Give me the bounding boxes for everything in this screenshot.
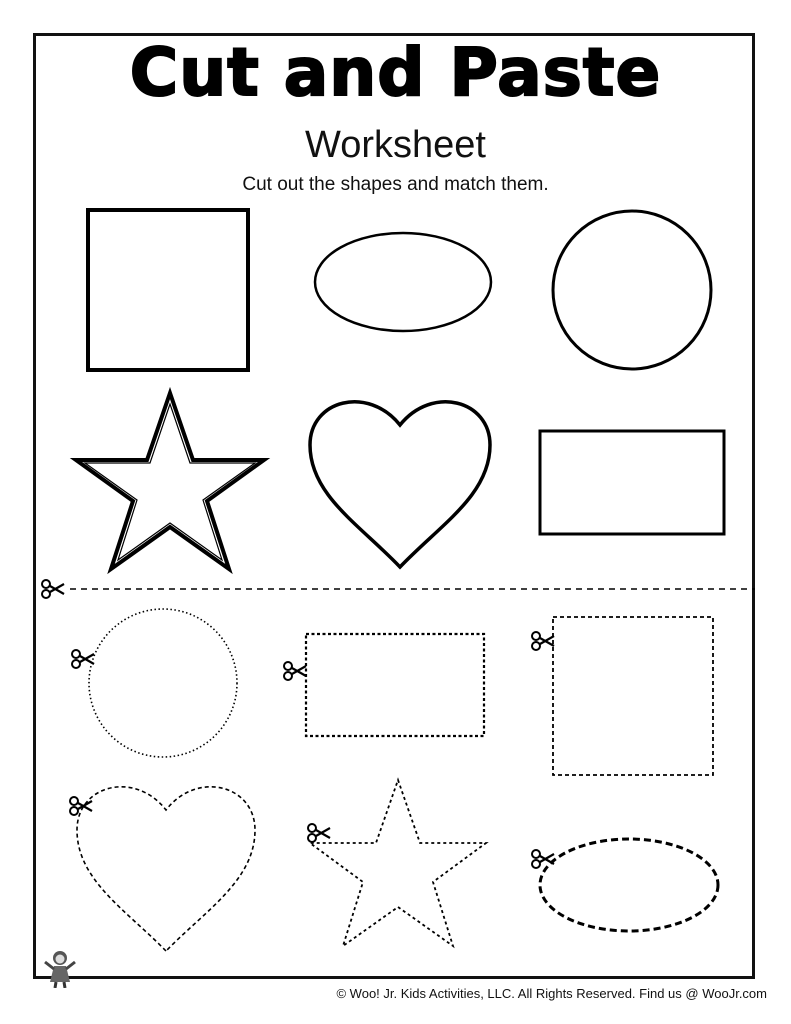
cutout-star bbox=[310, 780, 486, 946]
cutout-circle bbox=[89, 609, 237, 757]
cutout-oval bbox=[540, 839, 718, 931]
worksheet-title: Cut and Paste bbox=[129, 34, 662, 111]
cutout-square bbox=[553, 617, 713, 775]
cutout-heart bbox=[77, 787, 255, 951]
rectangle-shape bbox=[540, 431, 724, 534]
cutout-rectangle bbox=[306, 634, 484, 736]
oval-shape bbox=[315, 233, 491, 331]
worksheet-subtitle: Worksheet bbox=[305, 124, 486, 166]
circle-shape bbox=[553, 211, 711, 369]
scissors-icon bbox=[42, 580, 64, 598]
scissors-icon bbox=[284, 662, 306, 680]
scissors-icon bbox=[70, 797, 92, 815]
scissors-icon bbox=[532, 850, 554, 868]
mascot-icon bbox=[42, 948, 78, 988]
worksheet-instructions: Cut out the shapes and match them. bbox=[242, 174, 549, 195]
star-shape bbox=[76, 393, 264, 569]
square-shape bbox=[88, 210, 248, 370]
footer-copyright: © Woo! Jr. Kids Activities, LLC. All Rights Reserved. Find us @ WooJr.com bbox=[336, 986, 767, 1001]
scissors-icon bbox=[72, 650, 94, 668]
scissors-icon bbox=[532, 632, 554, 650]
heart-shape bbox=[310, 402, 490, 567]
scissors-icon bbox=[308, 824, 330, 842]
